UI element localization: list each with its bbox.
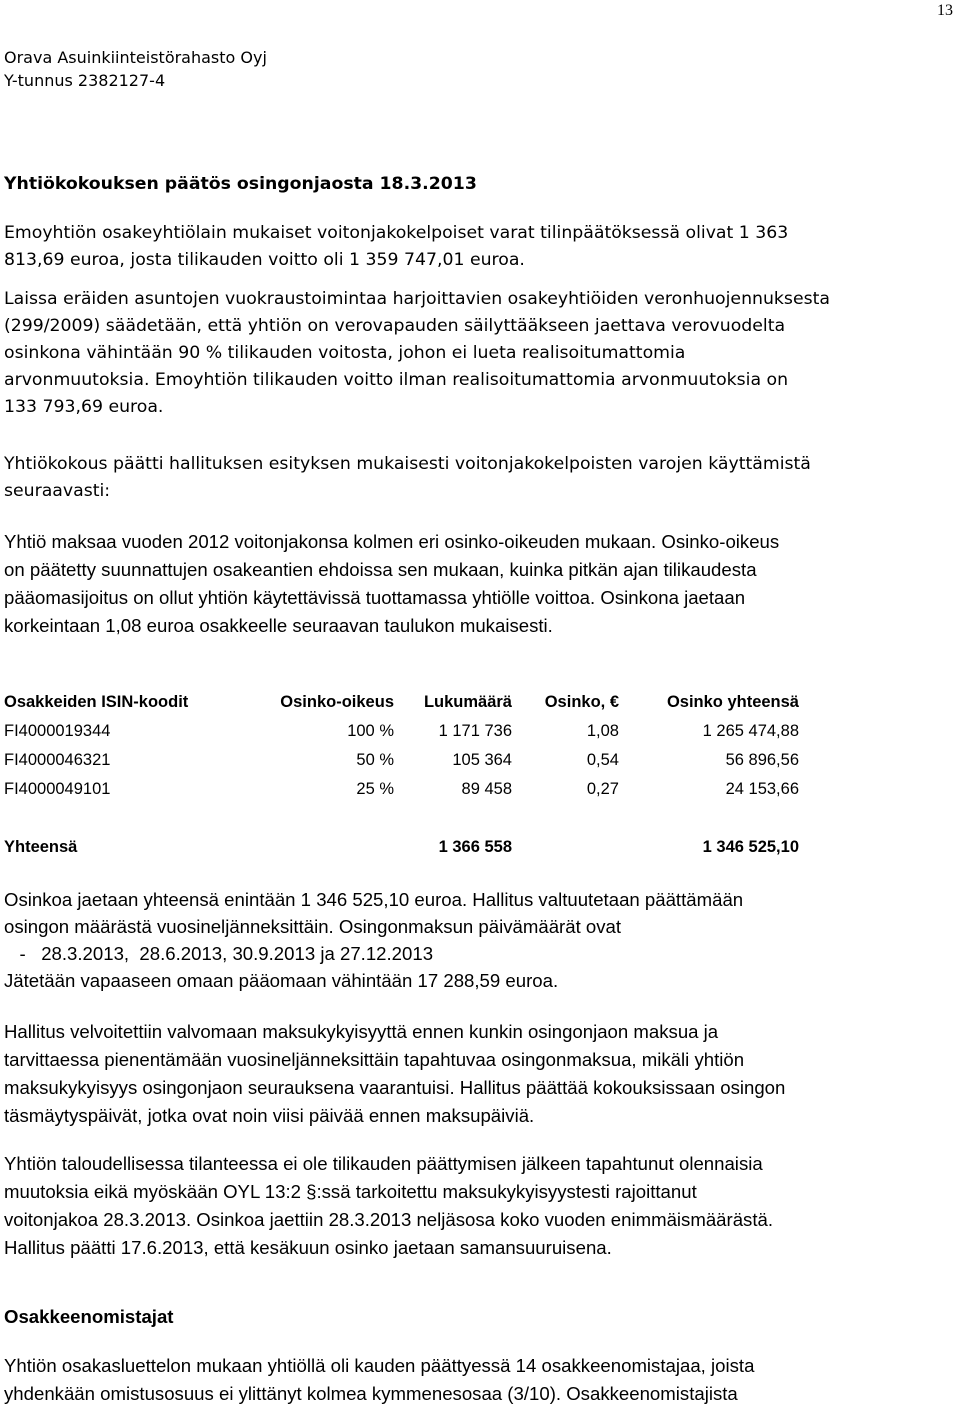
text-line: seuraavasti: [4,481,111,501]
table-row [4,746,799,775]
header-dividend-right: Osinko-oikeus [280,693,394,711]
table-row [4,775,799,804]
header-isin: Osakkeiden ISIN-koodit [4,693,189,711]
dividend-table [4,688,799,862]
section-title-shareholders: Osakkeenomistajat [4,1306,174,1327]
text-line: täsmäytyspäivät, jotka ovat noin viisi päivää ennen maksupäiviä. [4,1105,535,1126]
text-line: osinkona vähintään 90 % tilikauden voitosta, johon ei lueta realisoitumattomia [4,343,686,363]
text-line: 813,69 euroa, josta tilikauden voitto oli 1 359 747,01 euroa. [4,250,525,270]
text-line: pääomasijoitus on ollut yhtiön käytettävissä tuottamassa yhtiölle voittoa. Osinkona jaetaan [4,587,746,608]
text-line: - 28.3.2013, 28.6.2013, 30.9.2013 ja 27.12.2013 [4,943,434,964]
total-label: Yhteensä [4,838,78,856]
company-name: Orava Asuinkiinteistörahasto Oyj [4,48,267,67]
cell-dividend-right: 50 % [356,751,394,769]
table-header-row [4,688,799,717]
paragraph-dividend-rights [4,528,779,640]
text-line: Yhtiön osakasluettelon mukaan yhtiöllä oli kauden päättyessä 14 osakkeenomistajaa, joista [4,1355,755,1376]
text-line: (299/2009) säädetään, että yhtiön on verovapauden säilyttääkseen jaettava verovuodelta [4,316,786,336]
cell-dividend-total: 56 896,56 [725,751,799,769]
text-line: Jätetään vapaaseen omaan pääomaan vähintään 17 288,59 euroa. [4,970,559,991]
cell-dividend-right: 25 % [356,780,394,798]
text-line: Yhtiökokous päätti hallituksen esityksen mukaisesti voitonjakokelpoisten varojen käyttämistä [4,454,811,474]
text-line: maksukykyisyys osingonjaon seurauksena vaarantuisi. Hallitus päättää kokouksissaan osingon [4,1077,786,1098]
paragraph-solvency [4,1018,785,1130]
table-total-row [4,833,799,862]
text-line: yhdenkään omistusosuus ei ylittänyt kolmea kymmenesosaa (3/10). Osakkeenomistajista [4,1383,738,1404]
paragraph-shareholders [4,1352,754,1408]
text-line: Hallitus päätti 17.6.2013, että kesäkuun osinko jaetaan samansuuruisena. [4,1237,612,1258]
cell-dividend-total: 24 153,66 [725,780,799,798]
text-line: 133 793,69 euroa. [4,397,164,417]
header-dividend-per-share: Osinko, € [544,693,619,711]
total-amount: 1 346 525,10 [702,838,799,856]
table-spacer-row [4,804,799,833]
cell-dividend-per-share: 1,08 [586,722,619,740]
text-line: korkeintaan 1,08 euroa osakkeelle seuraavan taulukon mukaisesti. [4,615,553,636]
text-line: Yhtiön taloudellisessa tilanteessa ei ole tilikauden päättymisen jälkeen tapahtunut olennaisia [4,1153,763,1174]
business-id: Y-tunnus 2382127-4 [4,71,166,90]
text-line: voitonjakoa 28.3.2013. Osinkoa jaettiin 28.3.2013 neljäsosa koko vuoden enimmäismäärästä. [4,1209,774,1230]
header-count: Lukumäärä [423,693,512,711]
cell-dividend-total: 1 265 474,88 [702,722,799,740]
table-row [4,717,799,746]
text-line: Hallitus velvoitettiin valvomaan maksukykyisyyttä ennen kunkin osingonjaon maksua ja [4,1021,719,1042]
header-dividend-total: Osinko yhteensä [666,693,799,711]
cell-isin: FI4000019344 [4,722,111,740]
paragraph-tax-law [4,286,830,421]
text-line: osingon määrästä vuosineljänneksittäin. Osingonmaksun päivämäärät ovat [4,916,622,937]
cell-dividend-per-share: 0,54 [586,751,619,769]
cell-isin: FI4000049101 [4,780,111,798]
cell-dividend-right: 100 % [347,722,394,740]
page-number: 13 [937,2,953,19]
paragraph-financial-situation [4,1150,773,1262]
text-line: Yhtiö maksaa vuoden 2012 voitonjakonsa kolmen eri osinko-oikeuden mukaan. Osinko-oikeus [4,531,780,552]
cell-dividend-per-share: 0,27 [586,780,619,798]
cell-isin: FI4000046321 [4,751,111,769]
text-line: on päätetty suunnattujen osakeantien ehdoissa sen mukaan, kuinka pitkän ajan tilikaudesta [4,559,757,580]
cell-count: 1 171 736 [438,722,512,740]
total-count: 1 366 558 [438,838,512,856]
text-line: tarvittaessa pienentämään vuosineljänneksittäin tapahtuvaa osingonmaksua, mikäli yhtiön [4,1049,745,1070]
text-line: Laissa eräiden asuntojen vuokraustoimintaa harjoittavien osakeyhtiöiden veronhuojennuksesta [4,289,830,309]
cell-count: 89 458 [461,780,512,798]
text-line: muutoksia eikä myöskään OYL 13:2 §:ssä tarkoitettu maksukykyisyystesti rajoittanut [4,1181,697,1202]
text-line: Emoyhtiön osakeyhtiölain mukaiset voitonjakokelpoiset varat tilinpäätöksessä olivat 1 363 [4,223,789,243]
text-line: Osinkoa jaetaan yhteensä enintään 1 346 525,10 euroa. Hallitus valtuutetaan päättämään [4,889,744,910]
text-line: arvonmuutoksia. Emoyhtiön tilikauden voitto ilman realisoitumattomia arvonmuutoksia on [4,370,789,390]
paragraph-meeting-decision [4,451,811,505]
paragraph-dividend-schedule [4,886,743,994]
paragraph-distributable-funds [4,220,788,274]
section-title: Yhtiökokouksen päätös osingonjaosta 18.3.2013 [4,174,477,194]
cell-count: 105 364 [452,751,512,769]
